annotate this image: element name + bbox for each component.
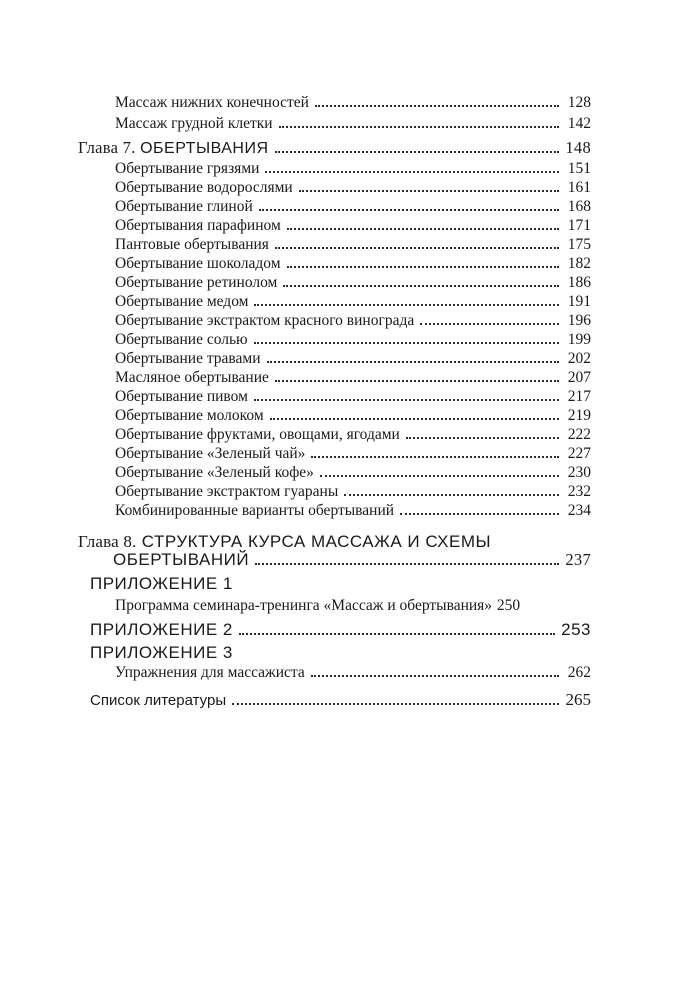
dot-leader [275, 380, 559, 382]
toc-entry-page: 250 [496, 597, 521, 614]
toc-entry [115, 293, 591, 311]
toc-entry-page: 265 [565, 690, 591, 709]
dot-leader [254, 304, 559, 306]
dot-leader [254, 342, 559, 344]
toc-entry-page: 148 [565, 138, 591, 157]
toc-entry-page: 207 [567, 369, 591, 386]
toc-entry-page: 232 [567, 483, 591, 500]
dot-leader [275, 247, 559, 249]
toc-entry [115, 115, 591, 133]
toc-entry-page: 262 [567, 664, 591, 681]
toc-entry [115, 331, 591, 349]
toc-entry [115, 464, 591, 482]
toc-entry [115, 236, 591, 254]
dot-leader [283, 285, 559, 287]
toc-entry [115, 217, 591, 235]
toc-entry-page: 196 [567, 312, 591, 329]
toc-entry [115, 198, 591, 216]
toc-entry-title: Пантовые обертывания [115, 236, 269, 253]
toc-entry-title: Обертывание водорослями [115, 179, 293, 196]
toc-entry [115, 597, 591, 615]
toc-entry-title: Масляное обертывание [115, 369, 269, 386]
toc-entry-page: 142 [567, 115, 591, 132]
dot-leader [254, 399, 559, 401]
toc-entry-title: Обертывание ретинолом [115, 274, 278, 291]
dot-leader [320, 475, 559, 477]
dot-leader [400, 513, 559, 515]
toc-entry-title: Обертывание экстрактом гуараны [115, 483, 339, 500]
appendix-title: ПРИЛОЖЕНИЕ 1 [90, 574, 233, 593]
toc-entry [115, 407, 591, 425]
chapter-8-heading-cont [113, 550, 591, 570]
toc-entry [115, 426, 591, 444]
chapter-label: Глава 8. [78, 532, 137, 551]
toc-entry-title: Обертывание солью [115, 331, 248, 348]
toc-entry-page: 182 [567, 255, 591, 272]
toc-entry-title: Обертывание «Зеленый кофе» [115, 464, 314, 481]
toc-entry-page: 202 [567, 350, 591, 367]
dot-leader [255, 563, 559, 565]
toc-entry [115, 445, 591, 463]
toc-entry-title: Обертывание пивом [115, 388, 248, 405]
toc-entry-page: 151 [567, 160, 591, 177]
toc-entry-title: Массаж грудной клетки [115, 115, 273, 132]
toc-entry-title: Обертывание фруктами, овощами, ягодами [115, 426, 400, 443]
toc-entry-title: Обертывание травами [115, 350, 261, 367]
chapter-title-line2: ОБЕРТЫВАНИЙ [113, 550, 250, 569]
chapter-title: ОБЕРТЫВАНИЯ [140, 140, 269, 157]
dot-leader [267, 361, 559, 363]
toc-entry-page: 171 [567, 217, 591, 234]
toc-entry-page: 253 [561, 620, 591, 639]
dot-leader [287, 266, 559, 268]
dot-leader [344, 494, 559, 496]
dot-leader [232, 703, 559, 705]
toc-entry [115, 388, 591, 406]
bibliography-entry [90, 690, 591, 710]
chapter-8-heading [78, 532, 491, 552]
toc-entry-title: Обертывание молоком [115, 407, 264, 424]
toc-entry-title: Обертывания парафином [115, 217, 281, 234]
toc-entry-page: 222 [567, 426, 591, 443]
toc-entry-page: 186 [567, 274, 591, 291]
toc-entry-page: 175 [567, 236, 591, 253]
chapter-7-heading [78, 138, 591, 158]
toc-entry-page: 234 [567, 502, 591, 519]
toc-entry-page: 168 [567, 198, 591, 215]
appendix-title: ПРИЛОЖЕНИЕ 2 [90, 620, 233, 639]
appendix-3-heading [90, 643, 591, 663]
toc-entry [115, 274, 591, 292]
bibliography-title: Список литературы [90, 692, 227, 709]
toc-entry-page: 219 [567, 407, 591, 424]
toc-entry [115, 160, 591, 178]
toc-entry-page: 128 [567, 94, 591, 111]
dot-leader [239, 633, 555, 635]
toc-entry-page: 237 [565, 550, 591, 569]
toc-entry [115, 369, 591, 387]
toc-entry-title: Комбинированные варианты обертываний [115, 502, 395, 519]
toc-entry-title: Обертывание экстрактом красного винограда [115, 312, 415, 329]
dot-leader [315, 105, 559, 107]
toc-entry [115, 502, 591, 520]
dot-leader [259, 209, 559, 211]
dot-leader [279, 126, 559, 128]
dot-leader [406, 437, 559, 439]
dot-leader [265, 171, 559, 173]
dot-leader [299, 190, 559, 192]
toc-entry [115, 664, 591, 682]
toc-entry-page: 199 [567, 331, 591, 348]
toc-entry-title: Упражнения для массажиста [115, 664, 305, 681]
toc-entry [115, 350, 591, 368]
toc-entry-page: 191 [567, 293, 591, 310]
toc-entry [115, 312, 591, 330]
dot-leader [270, 418, 559, 420]
toc-entry-page: 230 [567, 464, 591, 481]
toc-entry-title: Обертывание глиной [115, 198, 253, 215]
dot-leader [275, 151, 559, 153]
chapter-title-line1: СТРУКТУРА КУРСА МАССАЖА И СХЕМЫ [141, 532, 492, 551]
appendix-1-heading [90, 574, 591, 594]
toc-entry-page: 227 [567, 445, 591, 462]
toc-entry-title: Обертывание шоколадом [115, 255, 281, 272]
toc-entry-title: Обертывание «Зеленый чай» [115, 445, 306, 462]
appendix-2-heading [90, 620, 591, 640]
toc-entry [115, 94, 591, 112]
appendix-title: ПРИЛОЖЕНИЕ 3 [90, 643, 233, 662]
dot-leader [311, 456, 559, 458]
toc-entry [115, 255, 591, 273]
dot-leader [311, 675, 559, 677]
toc-entry-title: Обертывание грязями [115, 160, 260, 177]
chapter-label: Глава 7. [78, 138, 136, 157]
toc-entry [115, 483, 591, 501]
toc-entry-title: Массаж нижних конечностей [115, 94, 309, 111]
toc-entry-title: Программа семинара-тренинга «Массаж и обертывания» [115, 597, 493, 614]
toc-entry [115, 179, 591, 197]
toc-entry-title: Обертывание медом [115, 293, 249, 310]
dot-leader [287, 228, 559, 230]
dot-leader [420, 323, 559, 325]
toc-entry-page: 217 [567, 388, 591, 405]
toc-entry-page: 161 [567, 179, 591, 196]
